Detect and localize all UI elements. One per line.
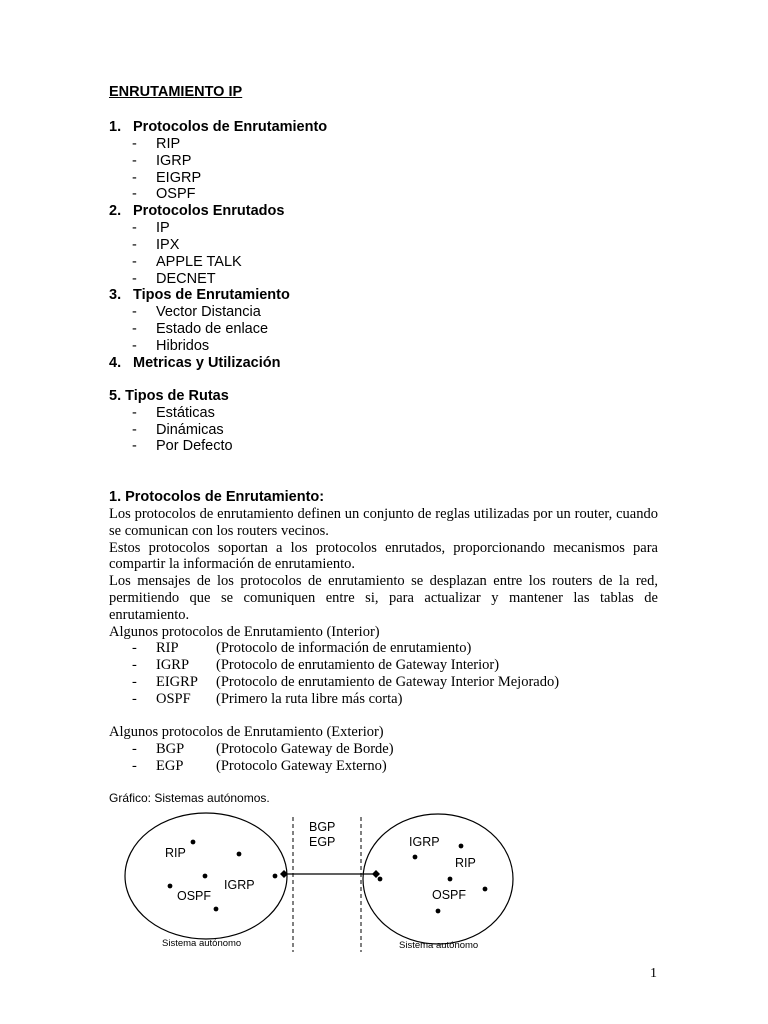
protocol-description: (Protocolo de información de enrutamiento) <box>216 640 472 657</box>
outline-item-text: EIGRP <box>156 169 202 186</box>
outline-item <box>109 237 669 254</box>
section-protocolos <box>109 488 658 775</box>
outline-item <box>109 136 669 153</box>
outline-heading <box>109 355 669 372</box>
outline-item-text: OSPF <box>156 186 196 203</box>
exterior-protocol-row <box>109 758 658 775</box>
outline-heading <box>109 203 669 220</box>
interior-protocol-list <box>109 640 658 707</box>
bullet-dash: - <box>132 169 137 186</box>
bullet-dash: - <box>132 253 137 270</box>
exterior-protocol-list <box>109 741 658 775</box>
outline-heading <box>109 388 669 405</box>
protocol-name: EGP <box>156 757 184 774</box>
outline-item-text: APPLE TALK <box>156 253 242 270</box>
bullet-dash: - <box>132 321 137 338</box>
outline-list <box>109 119 669 455</box>
protocol-description: (Protocolo de enrutamiento de Gateway Interior Mejorado) <box>216 673 560 690</box>
outline-item <box>109 422 669 439</box>
outline-item <box>109 271 669 288</box>
protocol-name: BGP <box>156 741 185 758</box>
right-protocol-label: OSPF <box>432 888 467 902</box>
link-endpoint-right <box>372 870 380 878</box>
outline-item-text: RIP <box>156 136 181 152</box>
right-protocol-label: RIP <box>455 856 476 870</box>
bullet-dash: - <box>132 421 137 438</box>
interior-protocol-row <box>109 691 658 708</box>
outline-item <box>109 338 669 355</box>
outline-item-text: IP <box>156 220 170 237</box>
protocol-description: (Protocolo de enrutamiento de Gateway Interior) <box>216 657 500 674</box>
bullet-dash: - <box>132 270 137 287</box>
bullet-dash: - <box>132 136 137 152</box>
outline-heading <box>109 287 669 304</box>
outline-item <box>109 304 669 321</box>
router-dot <box>413 855 418 860</box>
router-dot <box>436 909 441 914</box>
outline-number: 2. <box>109 203 122 220</box>
interior-protocol-row <box>109 674 658 691</box>
protocol-name: RIP <box>156 640 179 657</box>
exterior-intro: Algunos protocolos de Enrutamiento (Exterior) <box>109 724 384 741</box>
router-dot <box>214 907 219 912</box>
document-title: ENRUTAMIENTO IP <box>109 84 243 100</box>
exterior-protocol-label: EGP <box>309 835 336 849</box>
outline-item-text: Por Defecto <box>156 438 233 455</box>
link-endpoint-left <box>280 870 288 878</box>
protocol-name: OSPF <box>156 690 191 707</box>
bullet-dash: - <box>132 640 137 657</box>
section-heading: 1. Protocolos de Enrutamiento: <box>109 489 325 505</box>
router-dot <box>203 874 208 879</box>
outline-number: 4. <box>109 354 122 371</box>
router-dot <box>483 887 488 892</box>
outline-item-text: Vector Distancia <box>156 304 261 321</box>
outline-item <box>109 186 669 203</box>
outline-item <box>109 220 669 237</box>
left-system-label: Sistema autónomo <box>162 938 242 949</box>
paragraph: Estos protocolos soportan a los protocolos enrutados, proporcionando mecanismos para compartir la información de enrutamiento. <box>109 539 658 573</box>
router-dot <box>191 840 196 845</box>
right-protocol-label: IGRP <box>409 835 440 849</box>
bullet-dash: - <box>132 152 137 169</box>
outline-heading-text: Protocolos de Enrutamiento <box>133 119 328 135</box>
router-dot <box>168 884 173 889</box>
bullet-dash: - <box>132 673 137 690</box>
outline-item <box>109 438 669 455</box>
bullet-dash: - <box>132 236 137 253</box>
router-dot <box>237 852 242 857</box>
protocol-description: (Primero la ruta libre más corta) <box>216 690 403 707</box>
interior-intro: Algunos protocolos de Enrutamiento (Interior) <box>109 623 380 640</box>
outline-number: 3. <box>109 287 122 304</box>
left-protocol-label: IGRP <box>224 878 255 892</box>
bullet-dash: - <box>132 657 137 674</box>
right-system-label: Sistema autónomo <box>399 940 479 951</box>
outline-number: 1. <box>109 119 122 135</box>
outline-item-text: Dinámicas <box>156 421 224 438</box>
protocol-description: (Protocolo Gateway Externo) <box>216 757 387 774</box>
outline-item-text: IGRP <box>156 152 192 169</box>
graphic-caption: Gráfico: Sistemas autónomos. <box>109 791 270 805</box>
bullet-dash: - <box>132 186 137 203</box>
bullet-dash: - <box>132 741 137 758</box>
bullet-dash: - <box>132 220 137 237</box>
outline-heading-text: Protocolos Enrutados <box>133 203 285 220</box>
interior-protocol-row <box>109 640 658 657</box>
left-protocol-label: RIP <box>165 846 186 860</box>
protocol-name: EIGRP <box>156 673 198 690</box>
protocol-description: (Protocolo Gateway de Borde) <box>216 741 394 758</box>
outline-heading-text: Metricas y Utilización <box>133 354 281 371</box>
paragraph: Los protocolos de enrutamiento definen un conjunto de reglas utilizadas por un router, cuando se comunican con los routers vecinos. <box>109 506 658 539</box>
outline-item-text: Hibridos <box>156 337 210 354</box>
outline-item-text: Estáticas <box>156 404 215 421</box>
exterior-protocol-label: BGP <box>309 820 336 834</box>
outline-item <box>109 170 669 187</box>
outline-item-text: IPX <box>156 236 180 253</box>
right-system-ellipse <box>363 814 513 944</box>
left-system-ellipse <box>125 813 287 939</box>
outline-item <box>109 153 669 170</box>
outline-item-text: DECNET <box>156 270 216 287</box>
router-dot <box>459 844 464 849</box>
interior-protocol-row <box>109 657 658 674</box>
outline-item-text: Estado de enlace <box>156 321 269 338</box>
exterior-protocol-row <box>109 741 658 758</box>
outline-item <box>109 321 669 338</box>
page-number: 1 <box>650 966 657 981</box>
bullet-dash: - <box>132 690 137 707</box>
outline-heading <box>109 119 669 136</box>
router-dot <box>273 874 278 879</box>
router-dot <box>378 877 383 882</box>
outline-heading-text: Tipos de Enrutamiento <box>133 287 290 304</box>
left-protocol-label: OSPF <box>177 889 212 903</box>
outline-heading-text: 5. Tipos de Rutas <box>109 387 229 404</box>
paragraph: Los mensajes de los protocolos de enrutamiento se desplazan entre los routers de la red, permitiendo que se comuniquen entre si, para actualizar y mantener las tablas de enrutamiento. <box>109 573 658 623</box>
bullet-dash: - <box>132 757 137 774</box>
outline-item <box>109 405 669 422</box>
protocol-name: IGRP <box>156 657 190 674</box>
router-dot <box>448 877 453 882</box>
bullet-dash: - <box>132 438 137 455</box>
outline-item <box>109 254 669 271</box>
bullet-dash: - <box>132 337 137 354</box>
bullet-dash: - <box>132 304 137 321</box>
bullet-dash: - <box>132 404 137 421</box>
